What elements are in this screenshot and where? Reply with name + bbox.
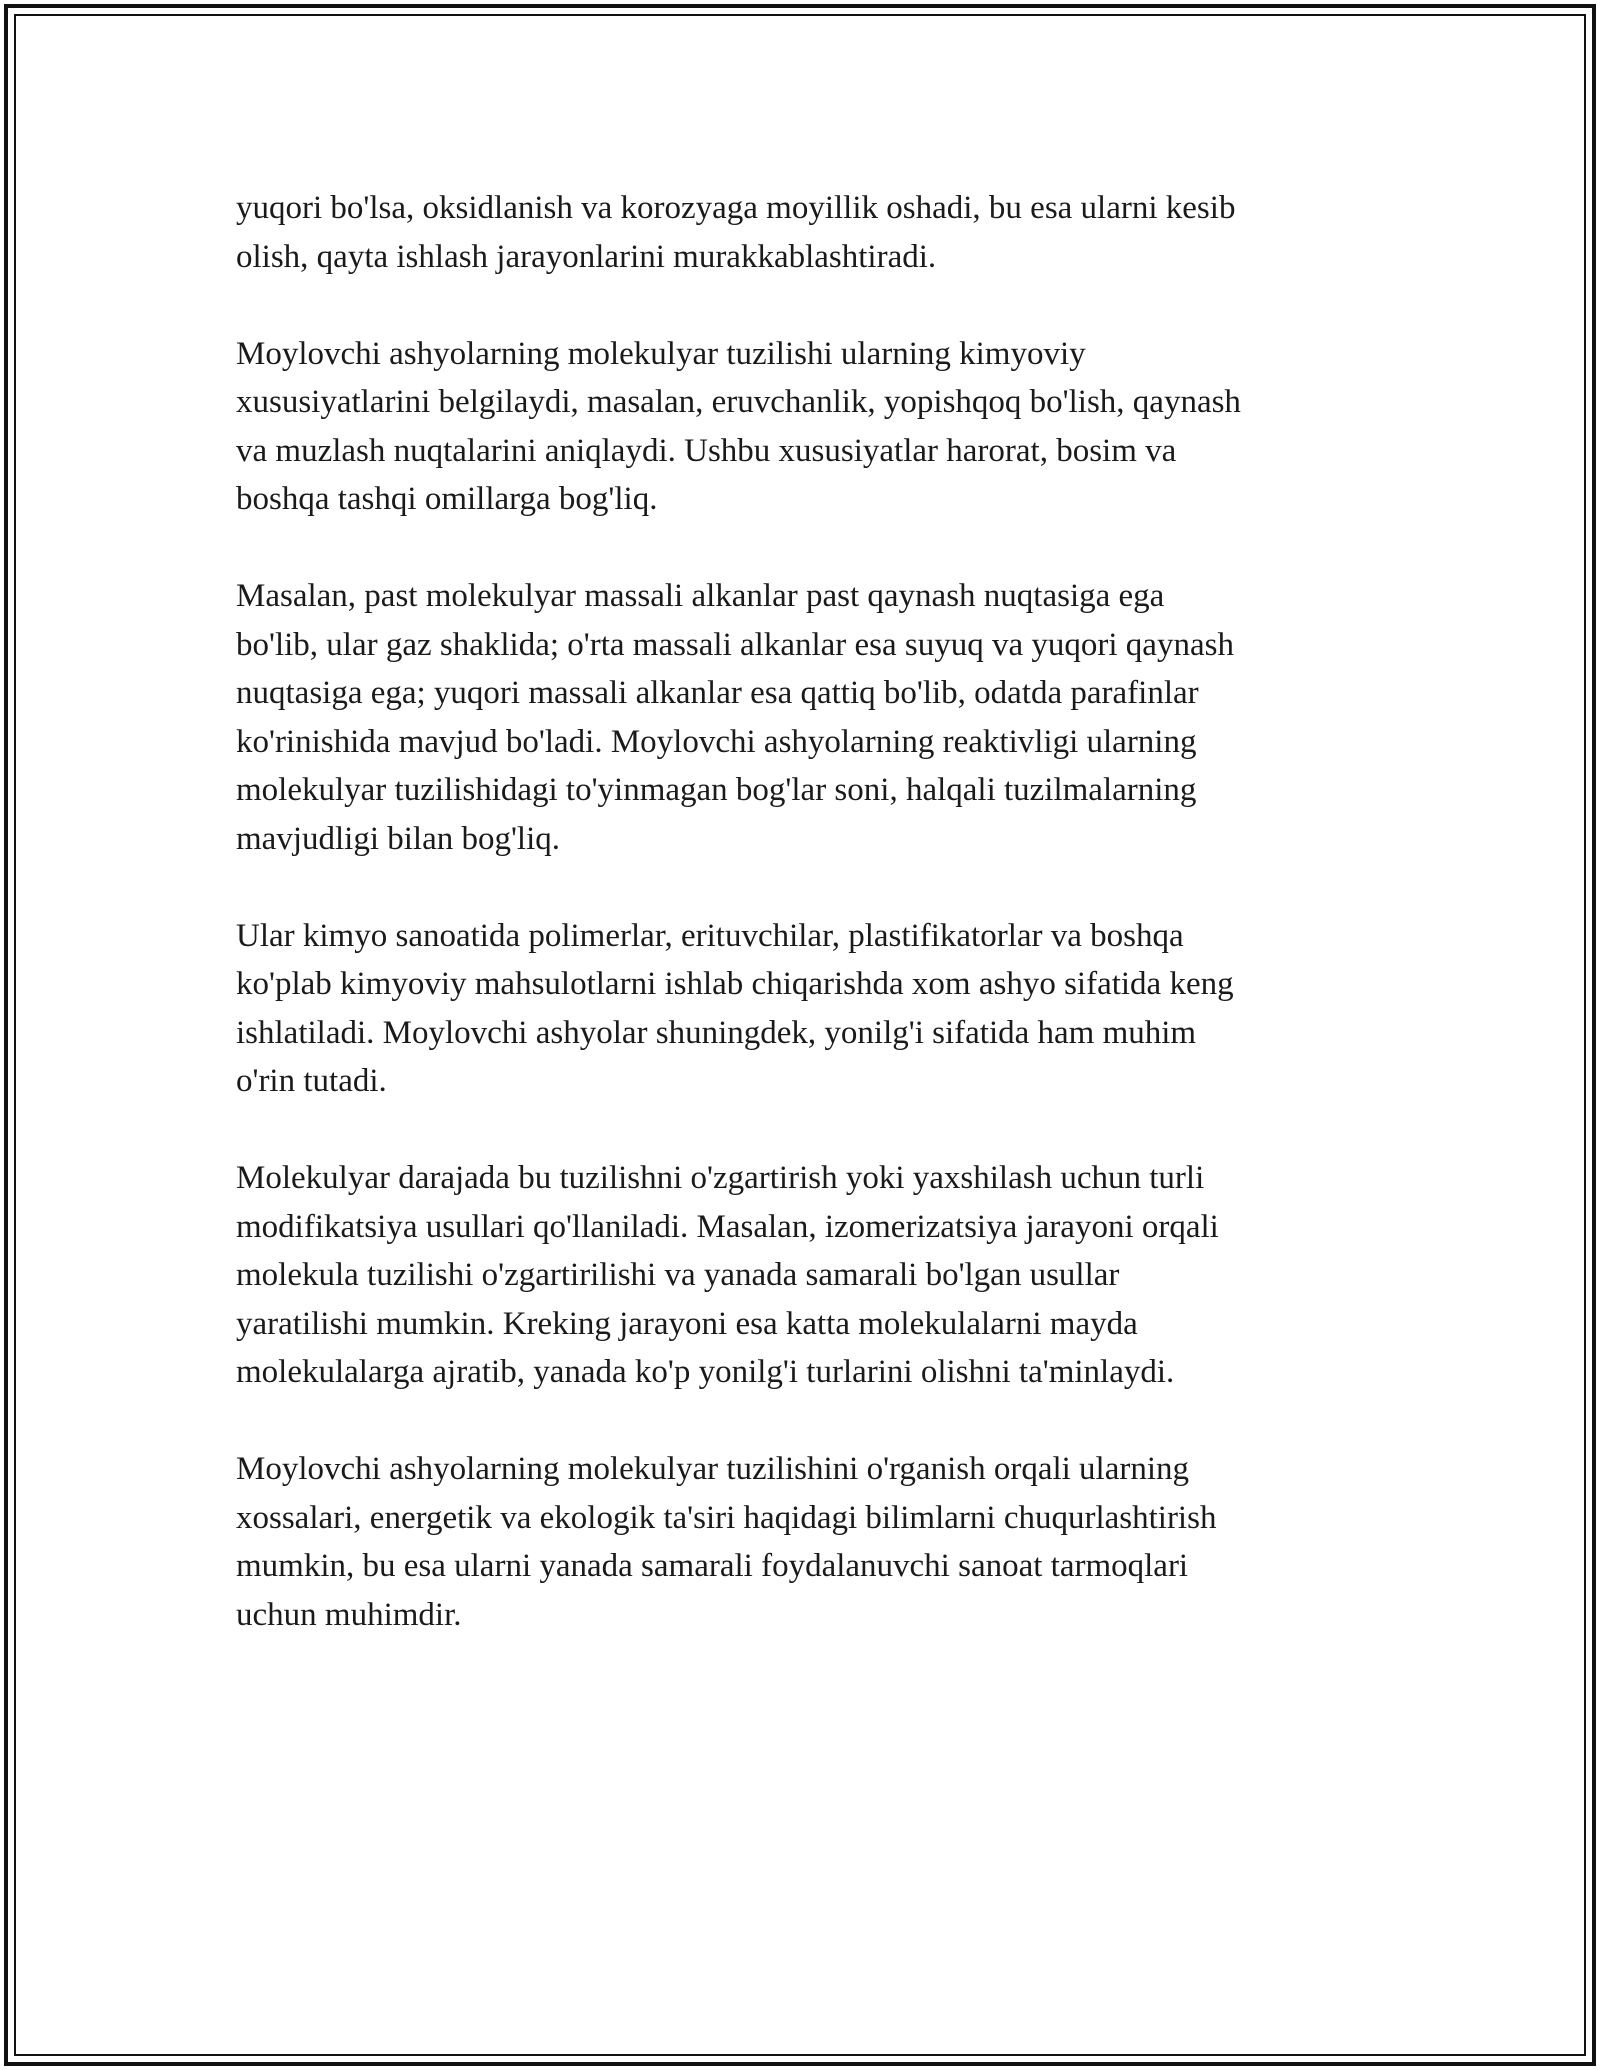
paragraph: Moylovchi ashyolarning molekulyar tuzilishini o'rganish orqali ularning xossalari, energetik va ekologik ta'siri haqidagi bilimlarni chuqurlashtirish mumkin, bu esa ularni yanada samarali foydalanuvchi sanoat tarmoqlari uchun muhimdir. (236, 1451, 1217, 1633)
paragraph: yuqori bo'lsa, oksidlanish va korozyaga moyillik oshadi, bu esa ularni kesib olish, qayta ishlash jarayonlarini murakkablashtiradi. (236, 190, 1236, 275)
paragraph: Molekulyar darajada bu tuzilishni o'zgartirish yoki yaxshilash uchun turli modifikatsiya usullari qo'llaniladi. Masalan, izomerizatsiya jarayoni orqali molekula tuzilishi o'zgartirilishi va yanada samarali bo'lgan usullar yaratilishi mumkin. Kreking jarayoni esa katta molekulalarni mayda molekulalarga ajratib, yanada ko'p yonilg'i turlarini olishni ta'minlaydi. (236, 1160, 1219, 1390)
paragraph: Moylovchi ashyolarning molekulyar tuzilishi ularning kimyoviy xususiyatlarini belgilaydi, masalan, eruvchanlik, yopishqoq bo'lish, qaynash va muzlash nuqtalarini aniqlaydi. Ushbu xususiyatlar harorat, bosim va boshqa tashqi omillarga bog'liq. (236, 335, 1241, 517)
paragraph: Ular kimyo sanoatida polimerlar, erituvchilar, plastifikatorlar va boshqa ko'plab kimyoviy mahsulotlarni ishlab chiqarishda xom ashyo sifatida keng ishlatiladi. Moylovchi ashyolar shuningdek, yonilg'i sifatida ham muhim o'rin tutadi. (236, 917, 1234, 1099)
document-body (236, 184, 1366, 1688)
paragraph: Masalan, past molekulyar massali alkanlar past qaynash nuqtasiga ega bo'lib, ular gaz shaklida; o'rta massali alkanlar esa suyuq va yuqori qaynash nuqtasiga ega; yuqori massali alkanlar esa qattiq bo'lib, odatda parafinlar ko'rinishida mavjud bo'ladi. Moylovchi ashyolarning reaktivligi ularning molekulyar tuzilishidagi to'yinmagan bog'lar soni, halqali tuzilmalarning mavjudligi bilan bog'liq. (236, 578, 1234, 857)
